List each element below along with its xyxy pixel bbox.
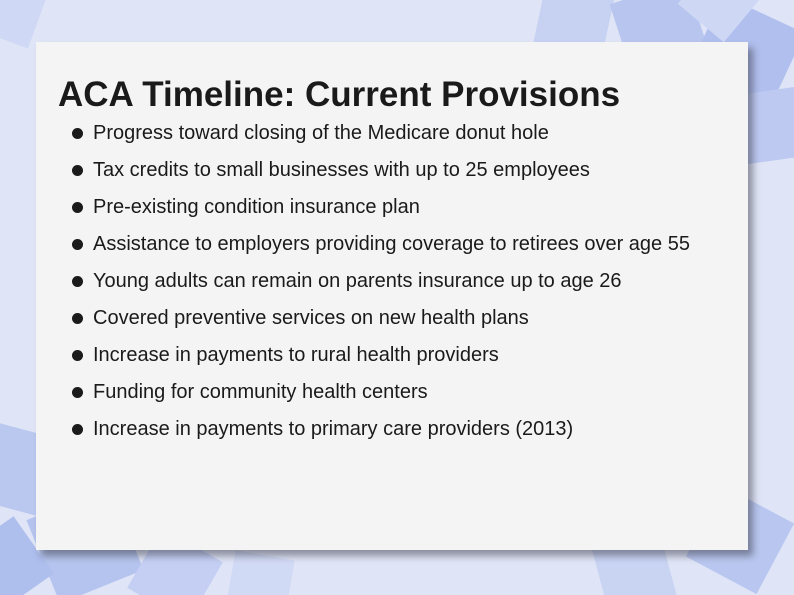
- bullet-text: Increase in payments to rural health providers: [93, 344, 499, 366]
- bullet-text: Young adults can remain on parents insurance up to age 26: [93, 270, 622, 292]
- bullet-dot-icon: [72, 202, 83, 213]
- bullet-dot-icon: [72, 350, 83, 361]
- bullet-dot-icon: [72, 128, 83, 139]
- bullet-list: [72, 121, 692, 454]
- bullet-text: Pre-existing condition insurance plan: [93, 196, 420, 218]
- bullet-dot-icon: [72, 313, 83, 324]
- bullet-text: Assistance to employers providing coverage to retirees over age 55: [93, 233, 690, 255]
- slide-title: ACA Timeline: Current Provisions: [58, 75, 621, 114]
- bullet-item: [72, 158, 692, 183]
- bullet-dot-icon: [72, 276, 83, 287]
- bullet-dot-icon: [72, 387, 83, 398]
- bullet-text: Funding for community health centers: [93, 381, 428, 403]
- bullet-text: Increase in payments to primary care providers (2013): [93, 418, 574, 440]
- bullet-dot-icon: [72, 165, 83, 176]
- bullet-item: [72, 306, 692, 331]
- bullet-text: Covered preventive services on new health plans: [93, 307, 529, 329]
- bullet-text: Tax credits to small businesses with up to 25 employees: [93, 159, 590, 181]
- bullet-item: [72, 380, 692, 405]
- bullet-item: [72, 417, 692, 442]
- bullet-text: Progress toward closing of the Medicare donut hole: [93, 122, 549, 144]
- bullet-item: [72, 121, 692, 146]
- bullet-item: [72, 343, 692, 368]
- bullet-item: [72, 195, 692, 220]
- bullet-dot-icon: [72, 239, 83, 250]
- bullet-dot-icon: [72, 424, 83, 435]
- bullet-item: [72, 232, 692, 257]
- bullet-item: [72, 269, 692, 294]
